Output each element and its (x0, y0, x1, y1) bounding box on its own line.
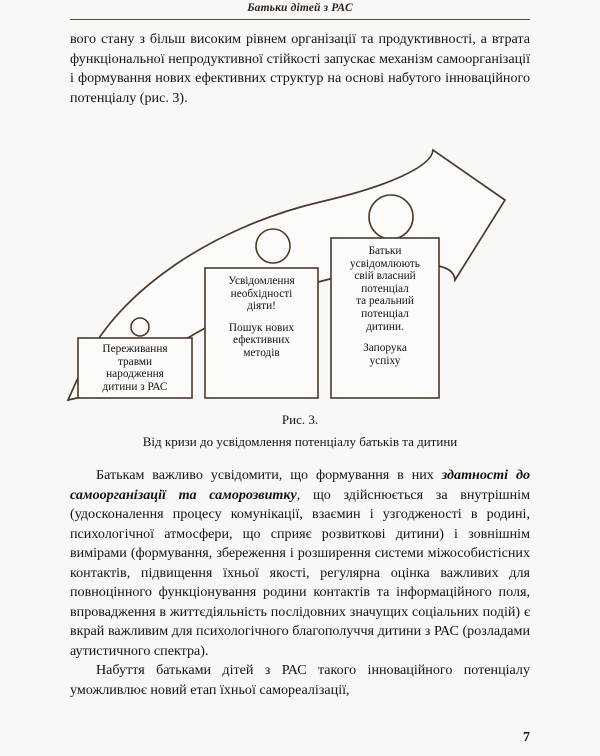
box-line: успіху (369, 354, 401, 367)
box-line: ефективних (233, 334, 290, 347)
box-line: діяти! (247, 300, 276, 313)
box-line: Батьки (368, 245, 402, 257)
box-realize-potential (331, 242, 439, 398)
box-line: дитини. (366, 320, 404, 333)
box-line: необхідності (230, 287, 293, 300)
figure-3 (60, 132, 540, 404)
paragraph (70, 466, 530, 661)
paragraph-gap (228, 313, 294, 322)
box-line: свій власний (354, 270, 416, 283)
stage-marker-circle-2 (256, 229, 290, 263)
box-birth-trauma (78, 340, 192, 400)
paragraph-gap (350, 333, 420, 342)
text-run: Набуття батьками дітей з РАС такого інноваційного потенціалу уможливлює новий етап їхньої самореалізації, (70, 662, 530, 699)
body-text-bottom (70, 466, 530, 701)
header-rule (70, 19, 530, 20)
box-line: народження (106, 368, 164, 381)
paragraph (70, 661, 530, 700)
text-run: Батькам важливо усвідомити, що формування в них (96, 467, 442, 483)
box-line: методів (243, 346, 280, 359)
stage-marker-circle-3 (369, 195, 413, 239)
figure-caption-number: Рис. 3. (281, 412, 319, 427)
box-line: потенціал (361, 282, 409, 295)
running-head: Батьки дітей з РАС (247, 2, 353, 14)
box-line: Запорука (363, 342, 407, 355)
box-line: потенціал (361, 307, 409, 320)
stage-marker-circle-1 (131, 318, 149, 336)
box-line: та реальний (356, 295, 414, 308)
paragraph: вого стану з більш високим рівнем організації та продуктивності, а втрата функціональної непродуктивної стійкості запускає механізм самоорганізації і формування нових ефективних структур на основі набутого інноваційного потенціалу (рис. 3). (70, 31, 530, 106)
page-number: 7 (523, 730, 530, 745)
body-text-top (70, 30, 530, 108)
box-birth-trauma-text (102, 343, 167, 393)
box-awareness-act (205, 272, 318, 398)
figure-caption-title: Від кризи до усвідомлення потенціалу батьків та дитини (142, 434, 458, 449)
box-awareness-act-text (228, 275, 294, 360)
box-line: Усвідомлення (228, 275, 295, 287)
emphasised-phrase: здатності до самоорганізації та саморозвитку (70, 467, 530, 503)
text-run: , що здійснюється за внутрішнім (удосконалення процесу комунікації, взаємин і узгодженості в родині, психологічної атмосфери, що сприяє розвиткові дитини) і зовнішнім вимірами (формування, збереження і розширення системи міжособистісних контактів, підвищення їхньої якості, регулярна оцінка важливих для повноцінного функціонування родини контактів та інформаційного поля, впровадження в життєдіяльність послідовних значущих соціальних подій) є вкрай важливим для психологічного благополуччя дитини з РАС (розладами аутистичного спектра). (70, 486, 530, 659)
box-realize-potential-text (350, 245, 420, 367)
box-line: травми (117, 355, 153, 368)
box-line: Переживання (102, 343, 168, 355)
box-line: дитини з РАС (102, 380, 168, 393)
figure-caption (70, 410, 530, 452)
box-line: усвідомлюють (350, 257, 420, 270)
box-line: Пошук нових (228, 321, 295, 334)
